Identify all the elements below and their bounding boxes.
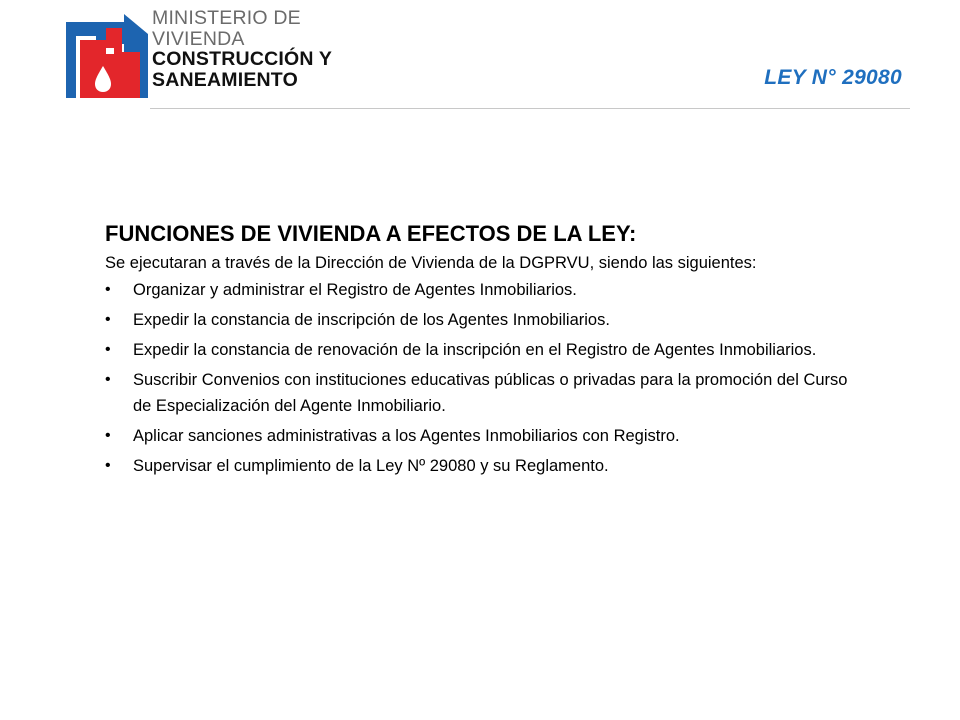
ministry-name-line: MINISTERIO DE — [152, 7, 301, 29]
intro-paragraph: Se ejecutaran a través de la Dirección de Vivienda de la DGPRVU, siendo las siguientes: — [105, 254, 757, 272]
ministry-name — [152, 8, 332, 90]
bullet-icon: • — [105, 457, 111, 474]
list-item-text: Expedir la constancia de inscripción de los Agentes Inmobiliarios. — [133, 311, 610, 329]
list-item-text: Supervisar el cumplimiento de la Ley Nº 29080 y su Reglamento. — [133, 457, 609, 475]
list-item — [105, 337, 855, 363]
list-item-text: Suscribir Convenios con instituciones educativas públicas o privadas para la promoción del Curso de Especialización del Agente Inmobiliario. — [133, 371, 848, 415]
list-item — [105, 367, 855, 419]
list-item-text: Organizar y administrar el Registro de Agentes Inmobiliarios. — [133, 281, 577, 299]
section-title: FUNCIONES DE VIVIENDA A EFECTOS DE LA LEY: — [105, 221, 637, 246]
ministry-name-line: SANEAMIENTO — [152, 68, 298, 91]
list-item — [105, 423, 855, 449]
page-header — [0, 0, 960, 110]
header-divider — [150, 108, 910, 109]
bullet-icon: • — [105, 311, 111, 328]
ministry-name-line: CONSTRUCCIÓN Y — [152, 48, 333, 70]
bullet-icon: • — [105, 371, 111, 388]
list-item-text: Expedir la constancia de renovación de la inscripción en el Registro de Agentes Inmobiliarios. — [133, 341, 817, 359]
bullet-icon: • — [105, 427, 111, 444]
ministry-name-line: VIVIENDA — [152, 27, 245, 50]
list-item — [105, 453, 855, 479]
list-item — [105, 277, 855, 303]
main-content — [105, 218, 855, 483]
ministry-logo-icon — [66, 14, 148, 98]
list-item-text: Aplicar sanciones administrativas a los Agentes Inmobiliarios con Registro. — [133, 427, 680, 445]
functions-list — [105, 277, 855, 479]
law-title: LEY N° 29080 — [764, 66, 902, 89]
list-item — [105, 307, 855, 333]
bullet-icon: • — [105, 341, 111, 358]
bullet-icon: • — [105, 281, 111, 298]
